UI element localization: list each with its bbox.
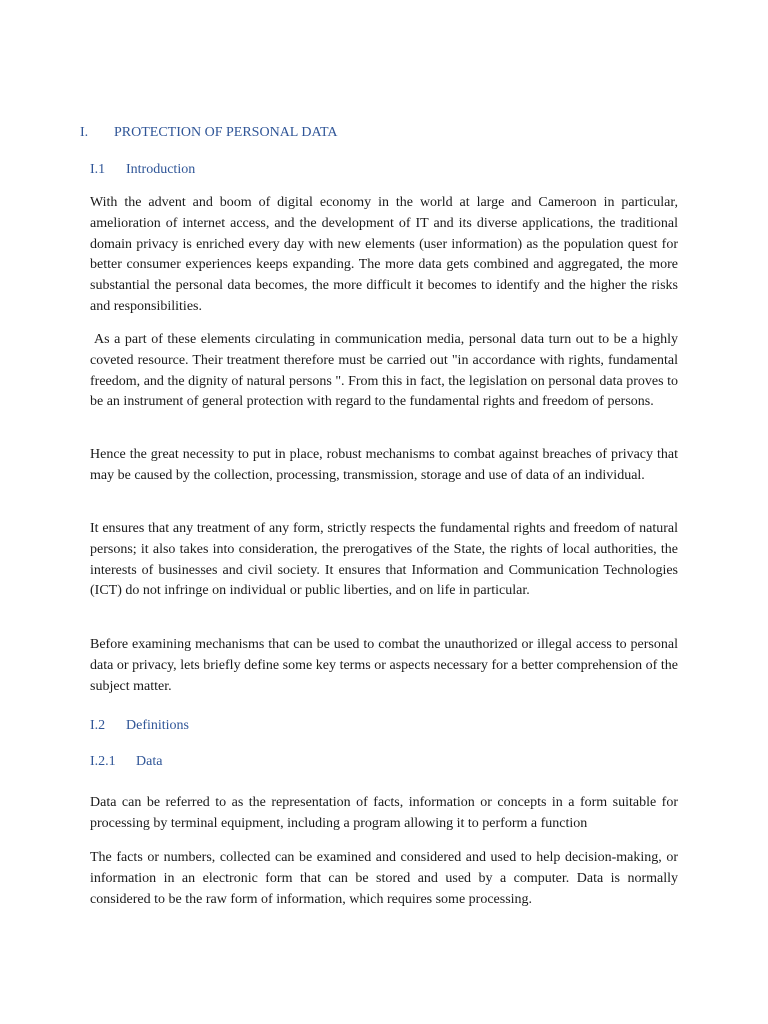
introduction-heading — [90, 161, 195, 179]
data-number: I.2.1 — [90, 754, 116, 769]
intro-paragraph-1: With the advent and boom of digital economy in the world at large and Cameroon in particular, amelioration of internet access, and the development of IT and its diverse applications, the traditional domain privacy is enriched every day with new elements (user information) as the population quest for better consumer experiences keeps expanding. The more data gets combined and aggregated, the more substantial the personal data becomes, the more difficult it becomes to identify and the higher the risks and responsibilities. — [90, 195, 678, 314]
definitions-title: Definitions — [126, 718, 189, 733]
intro-paragraph-2: As a part of these elements circulating in communication media, personal data turn out to be a highly coveted resource. Their treatment therefore must be carried out "in accordance with rights, fundamental freedom, and the dignity of natural persons ". From this in fact, the legislation on personal data proves to be an instrument of general protection with regard to the fundamental rights and freedom of persons. — [90, 332, 678, 410]
intro-paragraph-5: Before examining mechanisms that can be used to combat the unauthorized or illegal access to personal data or privacy, lets briefly define some key terms or aspects necessary for a better comprehension of the subject matter. — [90, 637, 678, 694]
section-heading — [80, 124, 338, 142]
introduction-title: Introduction — [126, 162, 196, 177]
data-title: Data — [136, 754, 163, 769]
data-heading — [90, 753, 162, 771]
intro-paragraph-3: Hence the great necessity to put in place, robust mechanisms to combat against breaches of privacy that may be caused by the collection, processing, transmission, storage and use of data of an individual. — [90, 447, 678, 483]
data-paragraph-2: The facts or numbers, collected can be examined and considered and used to help decision-making, or information in an electronic form that can be stored and used by a computer. Data is normally considered to be the raw form of information, which requires some processing. — [90, 850, 678, 907]
section-number: I. — [80, 125, 89, 140]
definitions-heading — [90, 717, 189, 735]
definitions-number: I.2 — [90, 718, 106, 733]
introduction-number: I.1 — [90, 162, 106, 177]
data-paragraph-1: Data can be referred to as the representation of facts, information or concepts in a form suitable for processing by terminal equipment, including a program allowing it to perform a function — [90, 795, 678, 831]
section-title: PROTECTION OF PERSONAL DATA — [114, 125, 338, 140]
intro-paragraph-4: It ensures that any treatment of any form, strictly respects the fundamental rights and freedom of natural persons; it also takes into consideration, the prerogatives of the State, the rights of local authorities, the interests of businesses and civil society. It ensures that Information and Communication Technologies (ICT) do not infringe on individual or public liberties, and on life in particular. — [90, 521, 678, 599]
